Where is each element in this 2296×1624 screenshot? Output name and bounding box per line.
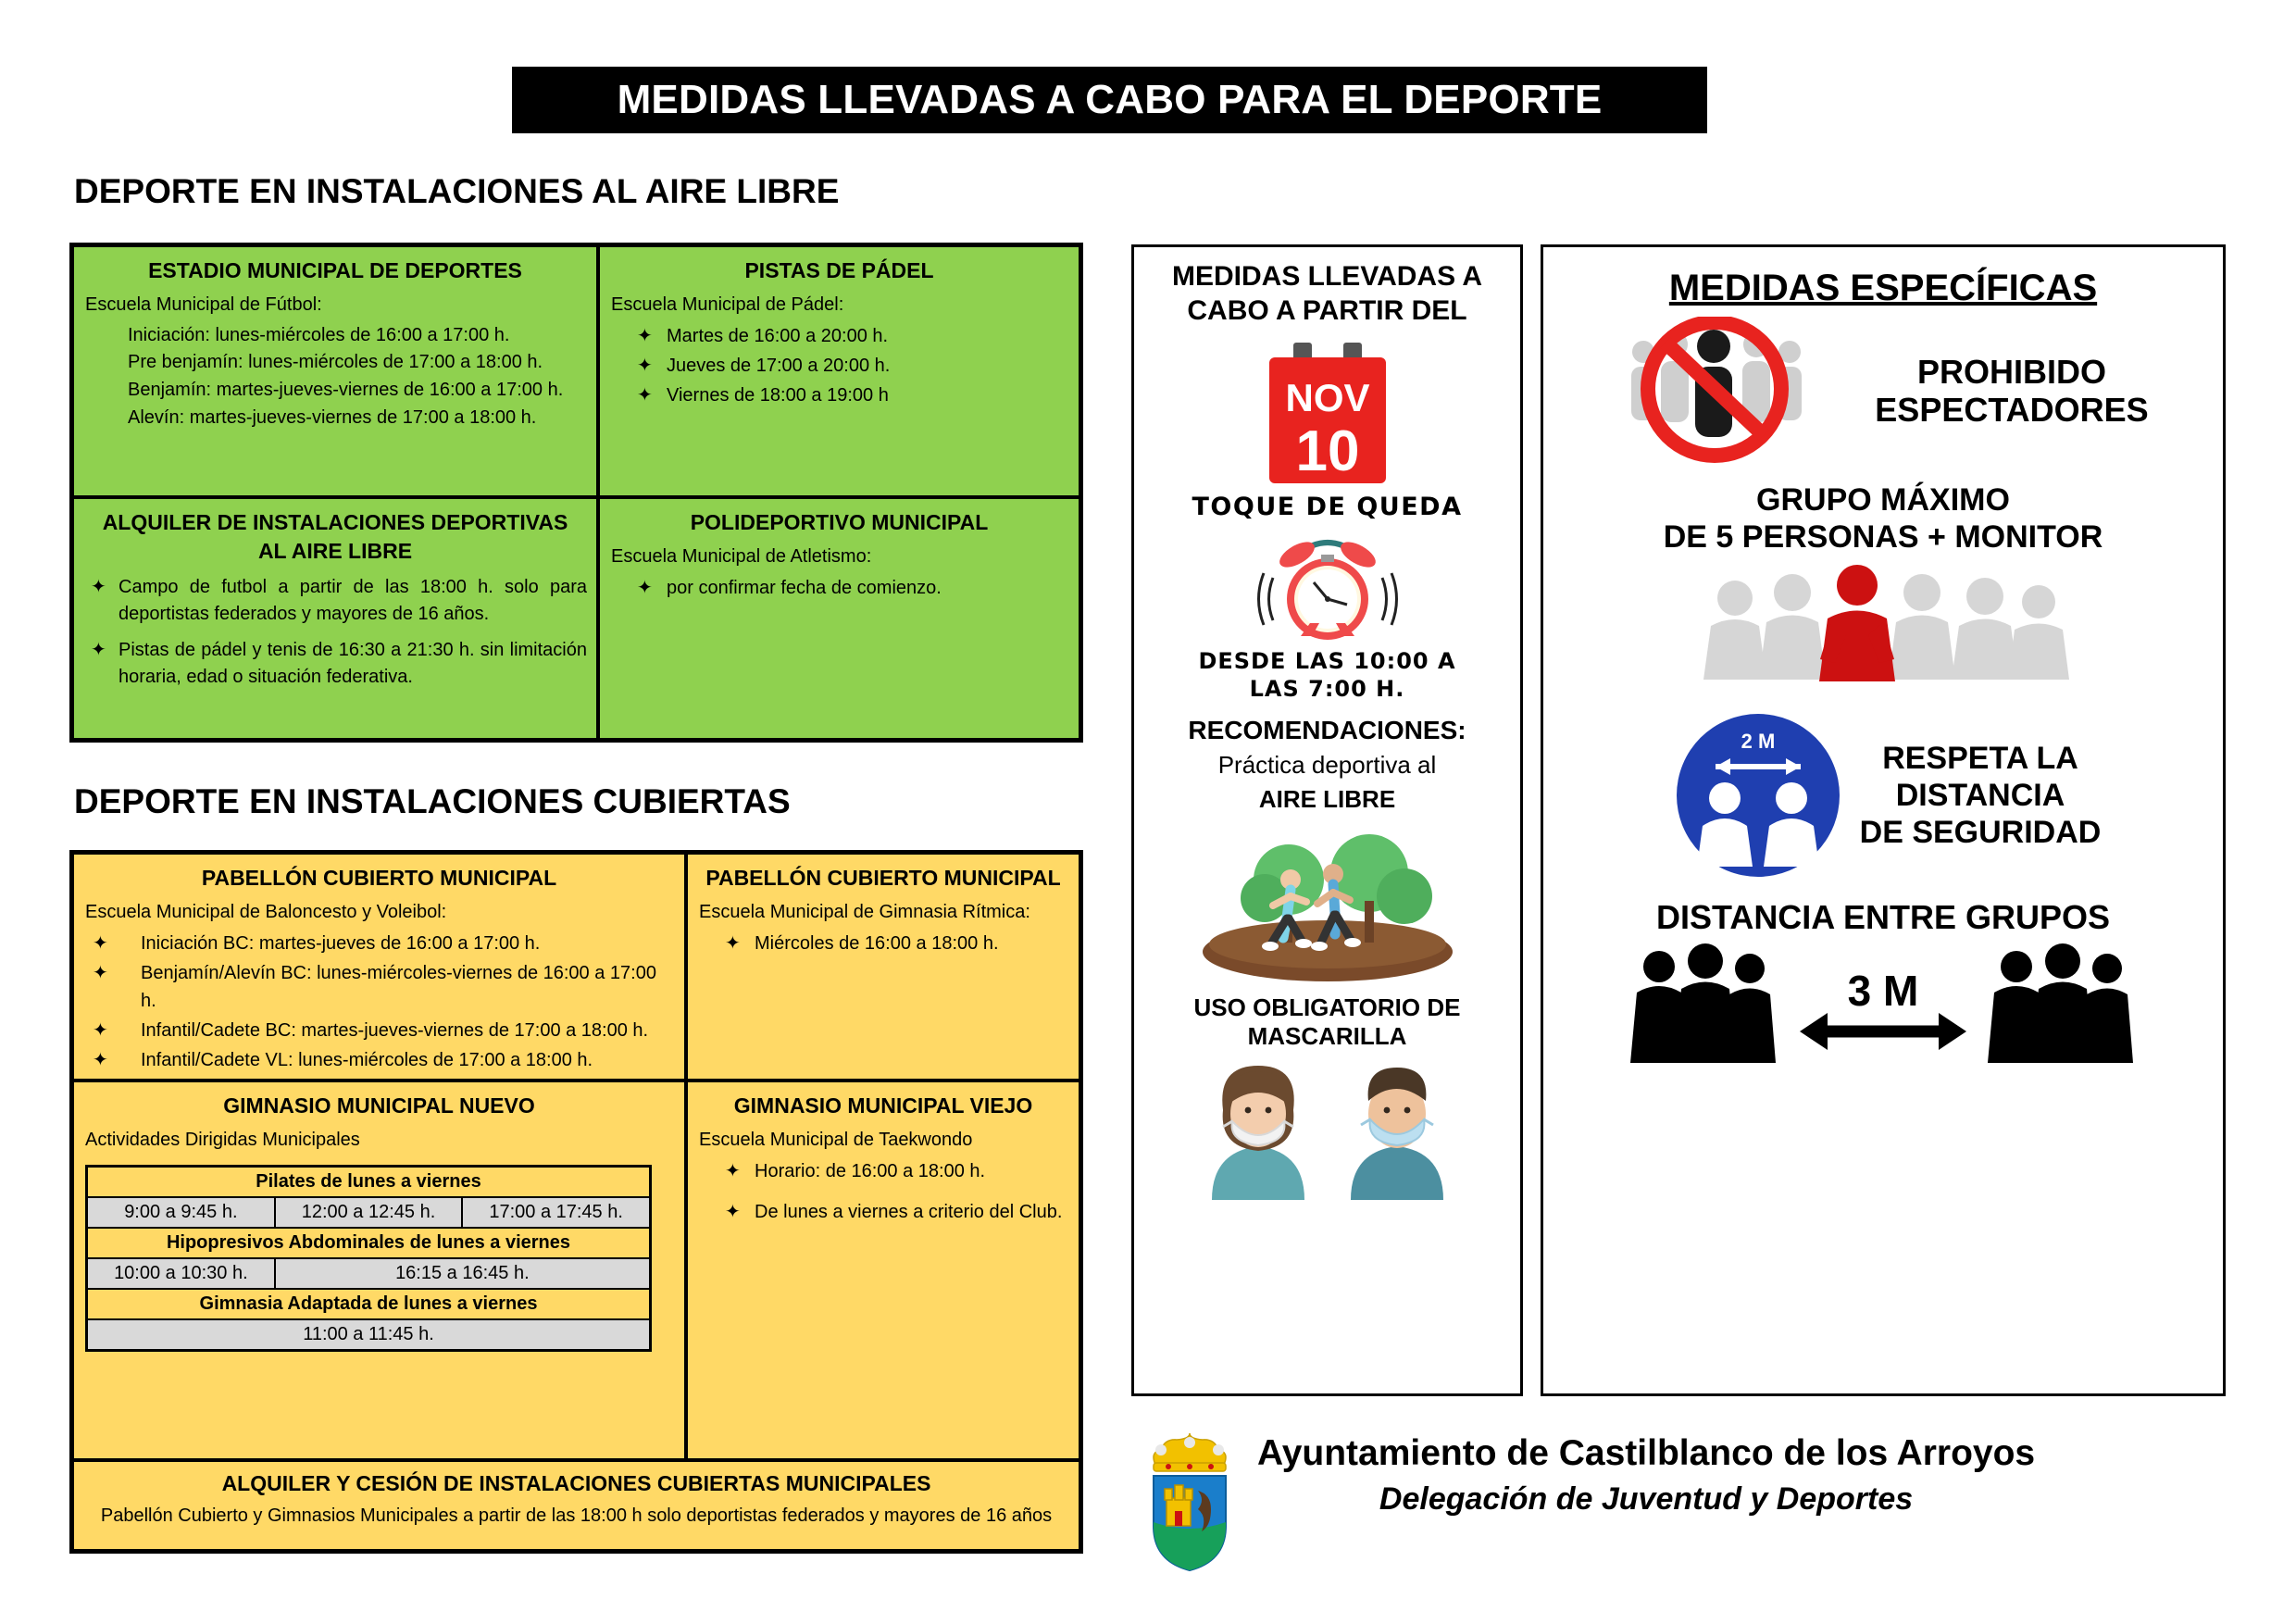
activity-time: 16:15 a 16:45 h.: [275, 1258, 651, 1289]
page-title: MEDIDAS LLEVADAS A CABO PARA EL DEPORTE: [512, 67, 1707, 133]
bullet-star-icon: ✦: [637, 355, 653, 376]
runners-outdoor-icon: [1143, 822, 1511, 984]
footer-line1: Ayuntamiento de Castilblanco de los Arroyos: [1257, 1433, 2036, 1473]
cell-pistas-padel: [598, 245, 1080, 497]
alquiler-title-line1: ALQUILER DE INSTALACIONES DEPORTIVAS: [102, 510, 568, 534]
cell-alquiler-cubiertas: [72, 1460, 1080, 1551]
pabellon-bc-bullet-text: Infantil/Cadete VL: lunes-miércoles de 17:00 a 18:00 h.: [141, 1049, 593, 1070]
alquiler-cubiertas-title: ALQUILER Y CESIÓN DE INSTALACIONES CUBIERTAS MUNICIPALES: [221, 1471, 931, 1495]
bullet-star-icon: ✦: [93, 1049, 108, 1070]
alquiler-cubiertas-text: Pabellón Cubierto y Gimnasios Municipales a partir de las 18:00 h solo deportistas federados y mayores de 16 años: [100, 1505, 1053, 1526]
safe-distance-icon: [1666, 707, 1851, 883]
outdoor-facilities-table: [69, 243, 1083, 743]
list-item: [83, 930, 675, 957]
table-row: [87, 1228, 651, 1258]
indoor-facilities-table: [69, 850, 1083, 1554]
activity-time: 12:00 a 12:45 h.: [275, 1197, 463, 1228]
activities-schedule-table: [85, 1165, 652, 1352]
bullet-star-icon: ✦: [725, 1201, 741, 1222]
padel-bullet-text: Martes de 16:00 a 20:00 h.: [667, 325, 889, 346]
list-item: [609, 381, 1069, 409]
group-people-icon: [1553, 559, 2214, 698]
bullet-star-icon: ✦: [725, 1160, 741, 1181]
pabellon-gr-bullets: [697, 930, 1069, 957]
alquiler-title-line2: AL AIRE LIBRE: [257, 538, 413, 563]
coat-of-arms-icon: [1139, 1433, 1241, 1572]
calendar-day-text: 10: [1295, 419, 1359, 484]
activity-name: Pilates de lunes a viernes: [87, 1166, 651, 1197]
recommendation-line2: AIRE LIBRE: [1258, 785, 1396, 814]
group-people-svg: [1679, 559, 2087, 698]
list-item: [697, 930, 1069, 957]
distance-row: [1553, 707, 2214, 883]
list-item: [697, 1198, 1069, 1226]
list-item: [83, 959, 675, 1015]
castle-charge: [1165, 1485, 1192, 1526]
bullet-star-icon: ✦: [93, 962, 108, 983]
footer-line2: Delegación de Juventud y Deportes: [1379, 1481, 1914, 1517]
alquiler-paragraph-text: Campo de futbol a partir de las 18:00 h. solo para deportistas federados y mayores de 16 años.: [119, 576, 587, 624]
no-spectators-icon: [1617, 317, 1867, 465]
no-spectators-line1: PROHIBIDO: [1916, 352, 2106, 391]
calendar-month-text: NOV: [1284, 376, 1370, 420]
estadio-line: Alevín: martes-jueves-viernes de 17:00 a 18:00 h.: [128, 406, 537, 428]
groups-distance-icon: [1553, 939, 2214, 1073]
activity-time: 11:00 a 11:45 h.: [87, 1319, 651, 1351]
mask-line2: MASCARILLA: [1247, 1021, 1407, 1050]
alquiler-paragraph: [83, 574, 587, 628]
gimnasio-nuevo-title: GIMNASIO MUNICIPAL NUEVO: [223, 1093, 535, 1118]
pabellon-gr-title: PABELLÓN CUBIERTO MUNICIPAL: [705, 866, 1061, 890]
distance-badge-text: 2 M: [1741, 730, 1775, 754]
bullet-star-icon: ✦: [91, 639, 106, 660]
list-item: [83, 1017, 675, 1044]
bullet-star-icon: ✦: [91, 576, 106, 597]
gimnasio-nuevo-subtitle: Actividades Dirigidas Municipales: [85, 1129, 360, 1150]
polideportivo-bullet-text: por confirmar fecha de comienzo.: [667, 577, 942, 598]
masked-people-icon: [1143, 1056, 1511, 1205]
padel-bullets: [609, 322, 1069, 409]
pabellon-bc-bullet-text: Benjamín/Alevín BC: lunes-miércoles-viernes de 16:00 a 17:00 h.: [141, 962, 656, 1011]
estadio-line: Benjamín: martes-jueves-viernes de 16:00 a 17:00 h.: [128, 379, 564, 400]
table-row: [87, 1319, 651, 1351]
recommendation-line1: Práctica deportiva al: [1217, 751, 1437, 780]
list-item: [609, 352, 1069, 380]
group-max-line2: DE 5 PERSONAS + MONITOR: [1663, 519, 2103, 556]
groups-distance-svg: [1605, 939, 2161, 1073]
bullet-star-icon: ✦: [93, 1019, 108, 1041]
no-spectators-row: [1553, 317, 2214, 465]
calendar-svg: [1258, 341, 1397, 487]
table-row: [87, 1197, 651, 1228]
distance-line1: RESPETA LA: [1882, 741, 2078, 777]
mid-heading-line2: CABO A PARTIR DEL: [1187, 294, 1467, 326]
bullet-star-icon: ✦: [637, 384, 653, 406]
section-heading-outdoor: DEPORTE EN INSTALACIONES AL AIRE LIBRE: [74, 172, 840, 210]
cell-polideportivo-municipal: [598, 497, 1080, 740]
pabellon-bc-bullet-text: Iniciación BC: martes-jueves de 16:00 a 17:00 h.: [141, 932, 541, 954]
mid-heading-line1: MEDIDAS LLEVADAS A: [1171, 261, 1482, 292]
crown: [1154, 1433, 1226, 1471]
specific-measures-title: MEDIDAS ESPECÍFICAS: [1668, 268, 2098, 308]
recommendations-label: RECOMENDACIONES:: [1188, 716, 1466, 745]
list-item: [697, 1157, 1069, 1185]
alquiler-paragraph: [83, 637, 587, 691]
activity-time: 10:00 a 10:30 h.: [87, 1258, 275, 1289]
gimnasio-viejo-title: GIMNASIO MUNICIPAL VIEJO: [733, 1093, 1033, 1118]
gimnasio-viejo-bullets: [697, 1157, 1069, 1226]
measures-from-date-panel: [1131, 244, 1523, 1396]
pabellon-bc-bullets: [83, 930, 675, 1074]
curfew-time-line2: LAS 7:00 H.: [1249, 676, 1405, 703]
runners-svg: [1179, 822, 1476, 984]
pabellon-gr-bullet-text: Miércoles de 16:00 a 18:00 h.: [755, 932, 999, 954]
group-max-line1: GRUPO MÁXIMO: [1756, 482, 2010, 518]
pabellon-bc-title: PABELLÓN CUBIERTO MUNICIPAL: [201, 866, 557, 890]
table-row: [87, 1166, 651, 1197]
polideportivo-bullets: [609, 574, 1069, 602]
cell-pabellon-gimnasia-ritmica: [686, 853, 1080, 1081]
gimnasio-viejo-bullet-text: De lunes a viernes a criterio del Club.: [755, 1201, 1063, 1222]
cell-alquiler-aire-libre: [72, 497, 598, 740]
groups-distance-title: DISTANCIA ENTRE GRUPOS: [1655, 898, 2111, 937]
groups-badge-text: 3 M: [1847, 966, 1919, 1015]
bullet-star-icon: ✦: [725, 932, 741, 954]
no-spectators-line2: ESPECTADORES: [1875, 391, 2149, 429]
specific-measures-panel: [1541, 244, 2226, 1396]
estadio-title: ESTADIO MUNICIPAL DE DEPORTES: [148, 258, 522, 282]
alquiler-paragraph-text: Pistas de pádel y tenis de 16:30 a 21:30 h. sin limitación horaria, edad o situación federativa.: [119, 639, 587, 688]
estadio-line: Pre benjamín: lunes-miércoles de 17:00 a 18:00 h.: [128, 352, 543, 373]
gimnasio-viejo-bullet-text: Horario: de 16:00 a 18:00 h.: [755, 1160, 986, 1181]
pabellon-bc-subtitle: Escuela Municipal de Baloncesto y Voleibol:: [85, 901, 447, 922]
list-item: [609, 322, 1069, 350]
polideportivo-subtitle: Escuela Municipal de Atletismo:: [611, 545, 872, 567]
curfew-time-line1: DESDE LAS 10:00 A: [1198, 648, 1456, 675]
cell-estadio-municipal: [72, 245, 598, 497]
distance-line2: DISTANCIA: [1895, 778, 2065, 814]
list-item: [609, 574, 1069, 602]
padel-bullet-text: Jueves de 17:00 a 20:00 h.: [667, 355, 891, 376]
bullet-star-icon: ✦: [637, 325, 653, 346]
cell-gimnasio-viejo: [686, 1081, 1080, 1460]
masked-people-svg: [1175, 1056, 1480, 1205]
activity-name: Hipopresivos Abdominales de lunes a viernes: [87, 1228, 651, 1258]
padel-bullet-text: Viernes de 18:00 a 19:00 h: [667, 384, 889, 406]
cell-gimnasio-nuevo: [72, 1081, 686, 1460]
cell-pabellon-baloncesto: [72, 853, 686, 1081]
list-item: [83, 1046, 675, 1074]
gimnasio-viejo-subtitle: Escuela Municipal de Taekwondo: [699, 1129, 973, 1150]
mask-line1: USO OBLIGATORIO DE: [1193, 993, 1461, 1021]
polideportivo-title: POLIDEPORTIVO MUNICIPAL: [690, 510, 989, 534]
section-heading-indoor: DEPORTE EN INSTALACIONES CUBIERTAS: [74, 782, 791, 820]
bullet-star-icon: ✦: [637, 577, 653, 598]
pabellon-gr-subtitle: Escuela Municipal de Gimnasia Rítmica:: [699, 901, 1030, 922]
activity-time: 9:00 a 9:45 h.: [87, 1197, 275, 1228]
alarm-clock-svg: [1240, 527, 1416, 647]
estadio-subtitle: Escuela Municipal de Fútbol:: [85, 294, 322, 315]
footer: [1139, 1433, 2287, 1591]
activity-time: 17:00 a 17:45 h.: [462, 1197, 650, 1228]
table-row: [87, 1258, 651, 1289]
padel-title: PISTAS DE PÁDEL: [744, 258, 934, 282]
pabellon-bc-bullet-text: Infantil/Cadete BC: martes-jueves-viernes de 17:00 a 18:00 h.: [141, 1019, 649, 1041]
activity-name: Gimnasia Adaptada de lunes a viernes: [87, 1289, 651, 1319]
calendar-icon: [1143, 341, 1511, 487]
highlighted-person: [1819, 565, 1895, 681]
padel-subtitle: Escuela Municipal de Pádel:: [611, 294, 844, 315]
curfew-label: TOQUE DE QUEDA: [1192, 493, 1463, 522]
estadio-line: Iniciación: lunes-miércoles de 16:00 a 17:00 h.: [128, 324, 510, 345]
bullet-star-icon: ✦: [93, 932, 108, 954]
table-row: [87, 1289, 651, 1319]
distance-line3: DE SEGURIDAD: [1859, 815, 2102, 851]
alarm-clock-icon: [1143, 527, 1511, 647]
